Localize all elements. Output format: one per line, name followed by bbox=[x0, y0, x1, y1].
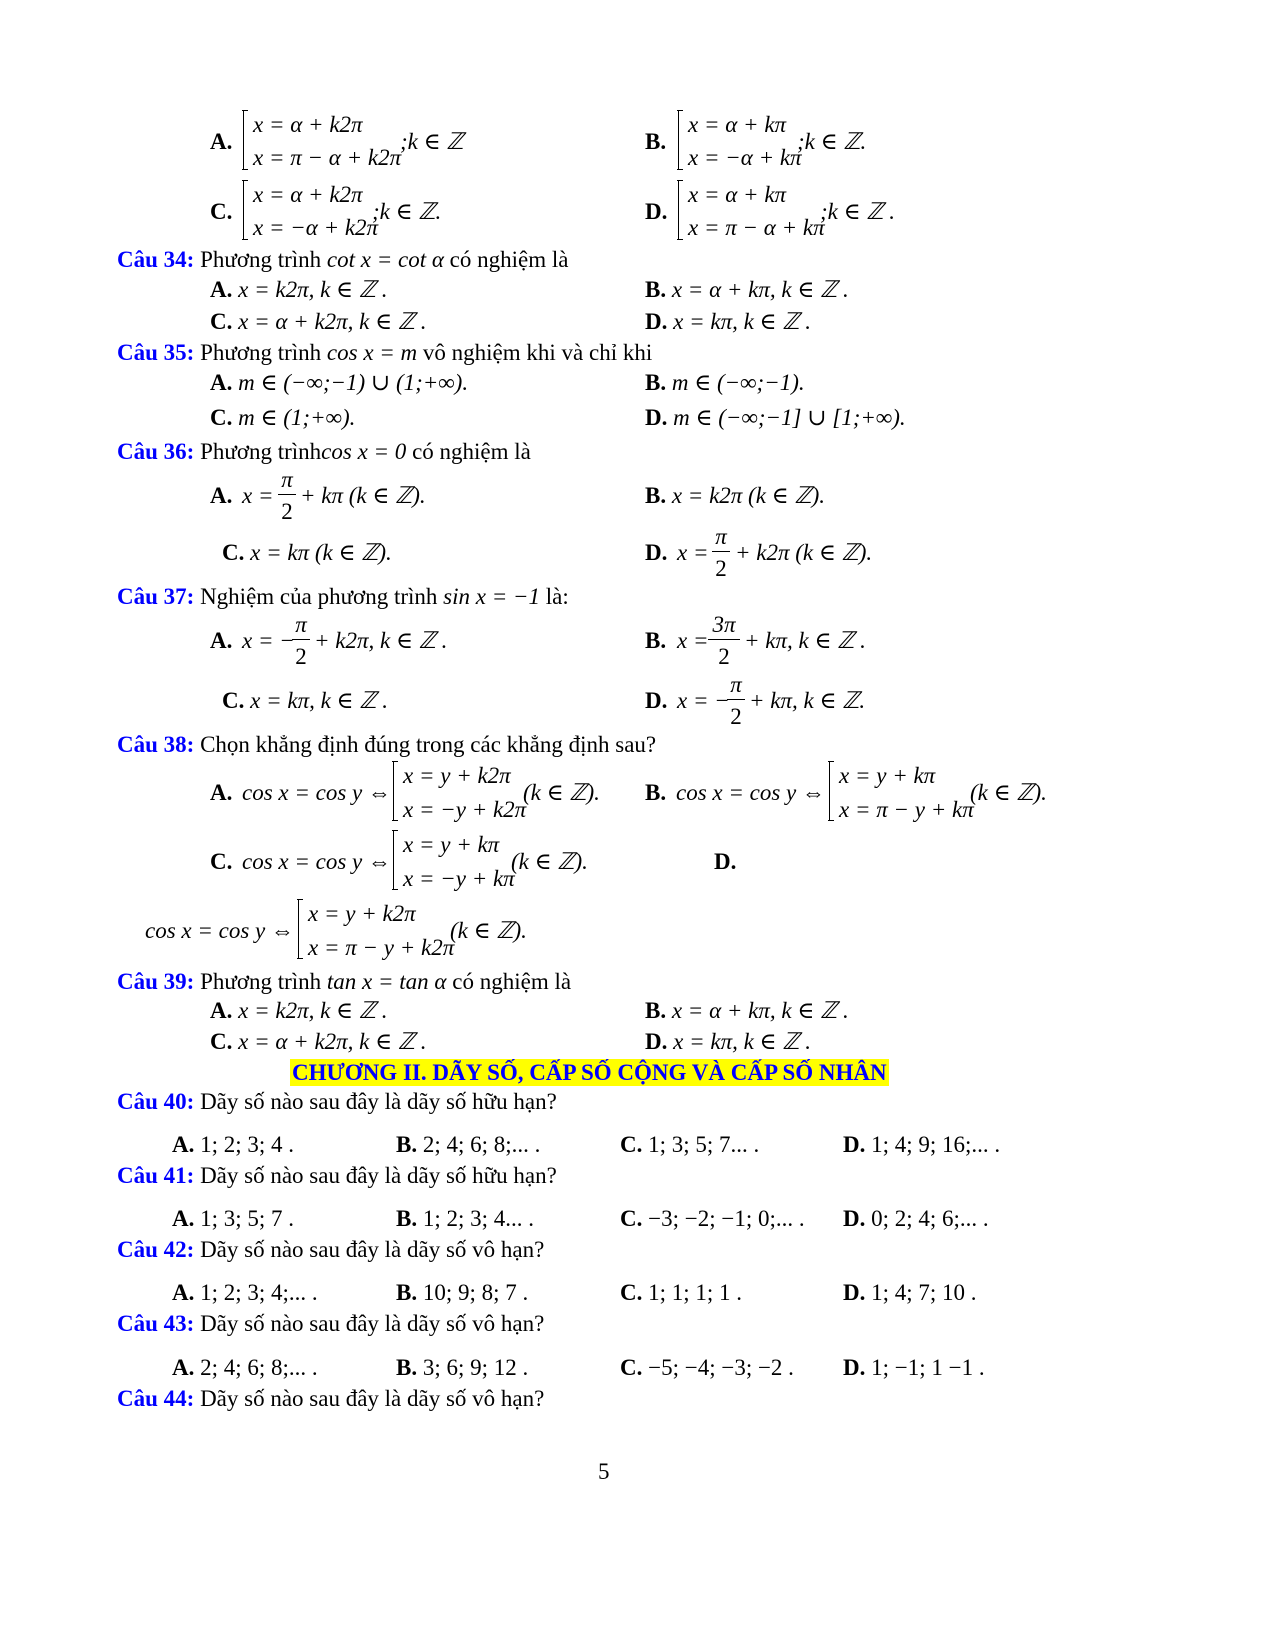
option-text: 1; 4; 7; 10 . bbox=[871, 1280, 977, 1305]
fraction-bar bbox=[712, 551, 730, 552]
q43-option-c bbox=[620, 1356, 794, 1379]
equation-line-1: x = y + k2π bbox=[308, 901, 416, 926]
question-number: Câu 39: bbox=[117, 969, 195, 994]
q41-option-c bbox=[620, 1207, 805, 1230]
option-label: D. bbox=[843, 1206, 866, 1231]
option-label: A. bbox=[210, 277, 233, 302]
chapter-title: CHƯƠNG II. DÃY SỐ, CẤP SỐ CỘNG VÀ CẤP SỐ NHÂN bbox=[292, 1060, 887, 1085]
equation-tail: ;k ∈ ℤ. bbox=[797, 129, 867, 154]
equation-lhs: x = bbox=[242, 483, 274, 508]
option-text: 0; 2; 4; 6;... . bbox=[871, 1206, 989, 1231]
option-text: 1; 4; 9; 16;... . bbox=[871, 1132, 1001, 1157]
option-label: D. bbox=[843, 1355, 866, 1380]
option-label: C. bbox=[620, 1355, 643, 1380]
option-text: m ∈ (−∞;−1). bbox=[671, 370, 805, 395]
question-42 bbox=[117, 1238, 544, 1261]
question-number: Câu 40: bbox=[117, 1089, 195, 1114]
option-text: x = kπ (k ∈ ℤ). bbox=[250, 540, 392, 565]
option-text: x = α + k2π, k ∈ ℤ . bbox=[238, 1029, 427, 1054]
system-bracket bbox=[298, 899, 299, 959]
option-label: B. bbox=[645, 998, 667, 1023]
option-label: A. bbox=[210, 628, 233, 653]
question-number: Câu 43: bbox=[117, 1311, 195, 1336]
q42-option-d bbox=[843, 1281, 977, 1304]
fraction-denominator: 2 bbox=[715, 556, 727, 581]
fraction-bar bbox=[727, 699, 745, 700]
q37-option-c bbox=[222, 689, 388, 712]
question-text: Chọn khẳng định đúng trong các khẳng định sau? bbox=[200, 732, 657, 757]
equation-rest: + kπ, k ∈ ℤ . bbox=[744, 628, 866, 653]
option-text: 1; 1; 1; 1 . bbox=[648, 1280, 743, 1305]
system-bracket bbox=[678, 110, 679, 170]
equation: cot x = cot α bbox=[326, 247, 444, 272]
option-label: C. bbox=[210, 1029, 233, 1054]
option-label: C. bbox=[210, 199, 233, 224]
question-text: Dãy số nào sau đây là dãy số vô hạn? bbox=[200, 1311, 545, 1336]
option-label: B. bbox=[396, 1206, 418, 1231]
equation-lhs: x = − bbox=[677, 688, 730, 713]
system-bracket bbox=[243, 110, 244, 170]
option-label: C. bbox=[210, 849, 233, 874]
question-text: Phương trình bbox=[200, 340, 322, 365]
q41-option-b bbox=[396, 1207, 534, 1230]
equation-lhs: cos x = cos y ⇔ bbox=[145, 918, 295, 943]
q35-option-a bbox=[210, 371, 468, 394]
q43-option-d bbox=[843, 1356, 985, 1379]
option-label: C. bbox=[620, 1132, 643, 1157]
fraction-numerator: π bbox=[281, 467, 293, 492]
q39-option-d bbox=[645, 1030, 811, 1053]
fraction-numerator: π bbox=[715, 524, 727, 549]
equation-line-1: x = α + k2π bbox=[253, 182, 363, 207]
equation-lhs: cos x = cos y ⇔ bbox=[676, 780, 826, 805]
page-number: 5 bbox=[598, 1459, 610, 1484]
q42-option-a bbox=[172, 1281, 318, 1304]
equation-rest: + kπ, k ∈ ℤ. bbox=[749, 688, 866, 713]
fraction-numerator: π bbox=[295, 612, 307, 637]
q42-option-b bbox=[396, 1281, 528, 1304]
question-number: Câu 41: bbox=[117, 1163, 195, 1188]
q35-option-d bbox=[645, 406, 906, 429]
option-label: B. bbox=[645, 780, 667, 805]
option-label: D. bbox=[645, 199, 668, 224]
fraction-bar bbox=[292, 639, 310, 640]
q39-option-c bbox=[210, 1030, 427, 1053]
equation: cos x = m bbox=[326, 340, 418, 365]
question-text: Dãy số nào sau đây là dãy số vô hạn? bbox=[200, 1237, 545, 1262]
q43-option-b bbox=[396, 1356, 528, 1379]
option-label: B. bbox=[645, 277, 667, 302]
option-label: D. bbox=[645, 309, 668, 334]
option-label: C. bbox=[210, 405, 233, 430]
q36-option-c bbox=[222, 541, 392, 564]
question-number: Câu 35: bbox=[117, 340, 195, 365]
option-label: D. bbox=[645, 405, 668, 430]
question-text: Phương trình bbox=[200, 247, 322, 272]
option-text: x = α + kπ, k ∈ ℤ . bbox=[671, 277, 849, 302]
question-number: Câu 34: bbox=[117, 247, 195, 272]
equation-rest: + kπ (k ∈ ℤ). bbox=[300, 483, 426, 508]
option-label: A. bbox=[172, 1132, 195, 1157]
option-label: A. bbox=[210, 998, 233, 1023]
option-label: C. bbox=[210, 309, 233, 334]
option-label: B. bbox=[645, 129, 667, 154]
question-number: Câu 42: bbox=[117, 1237, 195, 1262]
q40-option-b bbox=[396, 1133, 540, 1156]
q34-option-b bbox=[645, 278, 849, 301]
question-44 bbox=[117, 1387, 544, 1410]
option-label: C. bbox=[222, 688, 245, 713]
option-text: 10; 9; 8; 7 . bbox=[422, 1280, 529, 1305]
question-number: Câu 36: bbox=[117, 439, 195, 464]
option-label: B. bbox=[645, 370, 667, 395]
option-label: C. bbox=[222, 540, 245, 565]
equation-line-2: x = −α + kπ bbox=[688, 145, 802, 170]
equation-tail: (k ∈ ℤ). bbox=[511, 849, 588, 874]
chapter-heading bbox=[290, 1061, 889, 1084]
equation-line-2: x = −α + k2π bbox=[253, 215, 379, 240]
system-bracket bbox=[393, 761, 394, 821]
question-text: Dãy số nào sau đây là dãy số hữu hạn? bbox=[200, 1089, 557, 1114]
option-text: 1; 2; 3; 4 . bbox=[200, 1132, 295, 1157]
question-text: Phương trình bbox=[200, 439, 322, 464]
option-text: 1; 2; 3; 4... . bbox=[422, 1206, 535, 1231]
equation-lhs: x = − bbox=[242, 628, 295, 653]
q40-option-c bbox=[620, 1133, 759, 1156]
equation-line-1: x = α + k2π bbox=[253, 112, 363, 137]
option-text: x = kπ, k ∈ ℤ . bbox=[673, 309, 811, 334]
question-39 bbox=[117, 970, 571, 993]
q34-option-d bbox=[645, 310, 811, 333]
option-label: D. bbox=[843, 1280, 866, 1305]
q35-option-b bbox=[645, 371, 805, 394]
system-bracket bbox=[393, 830, 394, 890]
system-bracket bbox=[829, 761, 830, 821]
option-label: A. bbox=[210, 129, 233, 154]
equation-tail: ;k ∈ ℤ bbox=[400, 129, 464, 154]
q39-option-a bbox=[210, 999, 387, 1022]
q34-option-a bbox=[210, 278, 387, 301]
question-37 bbox=[117, 585, 569, 608]
question-text: có nghiệm là bbox=[449, 247, 569, 272]
fraction-denominator: 2 bbox=[730, 704, 742, 729]
equation-line-1: x = α + kπ bbox=[688, 112, 787, 137]
question-number: Câu 44: bbox=[117, 1386, 195, 1411]
question-38 bbox=[117, 733, 656, 756]
q40-option-d bbox=[843, 1133, 1000, 1156]
option-label: B. bbox=[645, 483, 667, 508]
equation-line-1: x = y + kπ bbox=[403, 832, 500, 857]
option-text: x = k2π, k ∈ ℤ . bbox=[238, 277, 388, 302]
equation: sin x = −1 bbox=[443, 584, 540, 609]
fraction-denominator: 2 bbox=[718, 644, 730, 669]
fraction-denominator: 2 bbox=[295, 644, 307, 669]
equation-tail: (k ∈ ℤ). bbox=[450, 918, 527, 943]
equation-line-2: x = π − y + kπ bbox=[839, 797, 974, 822]
option-text: m ∈ (−∞;−1] ∪ [1;+∞). bbox=[673, 405, 906, 430]
option-text: x = k2π, k ∈ ℤ . bbox=[238, 998, 388, 1023]
option-text: 3; 6; 9; 12 . bbox=[422, 1355, 529, 1380]
equation-line-2: x = −y + k2π bbox=[403, 797, 527, 822]
question-text: vô nghiệm khi và chỉ khi bbox=[422, 340, 653, 365]
option-label: D. bbox=[645, 540, 668, 565]
option-label: A. bbox=[172, 1355, 195, 1380]
option-text: 1; 3; 5; 7... . bbox=[648, 1132, 760, 1157]
option-label: B. bbox=[396, 1355, 418, 1380]
option-label: C. bbox=[620, 1206, 643, 1231]
option-label: C. bbox=[620, 1280, 643, 1305]
equation-lhs: x = bbox=[677, 628, 709, 653]
equation-lhs: x = bbox=[677, 540, 709, 565]
equation-lhs: cos x = cos y ⇔ bbox=[242, 780, 392, 805]
system-bracket bbox=[243, 180, 244, 240]
option-label: D. bbox=[645, 1029, 668, 1054]
option-label: A. bbox=[172, 1206, 195, 1231]
option-label: A. bbox=[172, 1280, 195, 1305]
fraction-bar bbox=[278, 494, 296, 495]
equation-rest: + k2π, k ∈ ℤ . bbox=[314, 628, 448, 653]
option-label: A. bbox=[210, 370, 233, 395]
fraction-numerator: 3π bbox=[712, 612, 736, 637]
option-text: x = α + kπ, k ∈ ℤ . bbox=[671, 998, 849, 1023]
fraction-denominator: 2 bbox=[281, 499, 293, 524]
equation-tail: (k ∈ ℤ). bbox=[523, 780, 600, 805]
question-text: có nghiệm là bbox=[452, 969, 572, 994]
option-text: −5; −4; −3; −2 . bbox=[648, 1355, 794, 1380]
option-text: 1; −1; 1 −1 . bbox=[871, 1355, 985, 1380]
option-text: x = k2π (k ∈ ℤ). bbox=[671, 483, 825, 508]
system-bracket bbox=[678, 180, 679, 240]
equation-tail: ;k ∈ ℤ . bbox=[820, 199, 896, 224]
option-label: A. bbox=[210, 780, 233, 805]
question-35 bbox=[117, 341, 652, 364]
option-text: 1; 2; 3; 4;... . bbox=[200, 1280, 318, 1305]
q36-option-b bbox=[645, 484, 825, 507]
option-text: 1; 3; 5; 7 . bbox=[200, 1206, 295, 1231]
equation-lhs: cos x = cos y ⇔ bbox=[242, 849, 392, 874]
question-41 bbox=[117, 1164, 557, 1187]
q42-option-c bbox=[620, 1281, 742, 1304]
option-text: 2; 4; 6; 8;... . bbox=[422, 1132, 541, 1157]
option-label: B. bbox=[396, 1280, 418, 1305]
equation-tail: ;k ∈ ℤ. bbox=[372, 199, 442, 224]
question-43 bbox=[117, 1312, 544, 1335]
question-text: có nghiệm là bbox=[412, 439, 531, 464]
equation-line-2: x = π − α + k2π bbox=[253, 145, 402, 170]
question-text: Dãy số nào sau đây là dãy số hữu hạn? bbox=[200, 1163, 557, 1188]
option-label: D. bbox=[645, 688, 668, 713]
option-label: B. bbox=[396, 1132, 418, 1157]
option-label: D. bbox=[843, 1132, 866, 1157]
fraction-bar bbox=[708, 639, 740, 640]
equation-line-1: x = y + k2π bbox=[403, 763, 511, 788]
fraction-numerator: π bbox=[730, 672, 742, 697]
option-text: 2; 4; 6; 8;... . bbox=[200, 1355, 318, 1380]
question-40 bbox=[117, 1090, 557, 1113]
equation-line-2: x = π − α + kπ bbox=[688, 215, 825, 240]
equation-line-1: x = y + kπ bbox=[839, 763, 936, 788]
q34-option-c bbox=[210, 310, 427, 333]
option-label: A. bbox=[210, 483, 233, 508]
equation-line-1: x = α + kπ bbox=[688, 182, 787, 207]
equation: tan x = tan α bbox=[326, 969, 447, 994]
question-text: Dãy số nào sau đây là dãy số vô hạn? bbox=[200, 1386, 545, 1411]
option-text: x = α + k2π, k ∈ ℤ . bbox=[238, 309, 427, 334]
equation-line-2: x = −y + kπ bbox=[403, 866, 515, 891]
option-text: m ∈ (1;+∞). bbox=[238, 405, 356, 430]
q39-option-b bbox=[645, 999, 849, 1022]
option-text: x = kπ, k ∈ ℤ . bbox=[673, 1029, 811, 1054]
q41-option-a bbox=[172, 1207, 294, 1230]
question-text: Nghiệm của phương trình bbox=[200, 584, 438, 609]
equation-tail: (k ∈ ℤ). bbox=[970, 780, 1047, 805]
equation-rest: + k2π (k ∈ ℤ). bbox=[735, 540, 873, 565]
question-text: là: bbox=[545, 584, 569, 609]
q40-option-a bbox=[172, 1133, 294, 1156]
question-36 bbox=[117, 440, 531, 463]
option-label: D. bbox=[714, 849, 737, 874]
equation: cos x = 0 bbox=[321, 439, 407, 464]
question-number: Câu 37: bbox=[117, 584, 195, 609]
equation-line-2: x = π − y + k2π bbox=[308, 935, 455, 960]
option-label: B. bbox=[645, 628, 667, 653]
question-number: Câu 38: bbox=[117, 732, 195, 757]
q41-option-d bbox=[843, 1207, 989, 1230]
q43-option-a bbox=[172, 1356, 318, 1379]
option-text: x = kπ, k ∈ ℤ . bbox=[250, 688, 388, 713]
option-text: m ∈ (−∞;−1) ∪ (1;+∞). bbox=[238, 370, 469, 395]
option-text: −3; −2; −1; 0;... . bbox=[648, 1206, 805, 1231]
q35-option-c bbox=[210, 406, 355, 429]
question-text: Phương trình bbox=[200, 969, 322, 994]
question-34 bbox=[117, 248, 568, 271]
